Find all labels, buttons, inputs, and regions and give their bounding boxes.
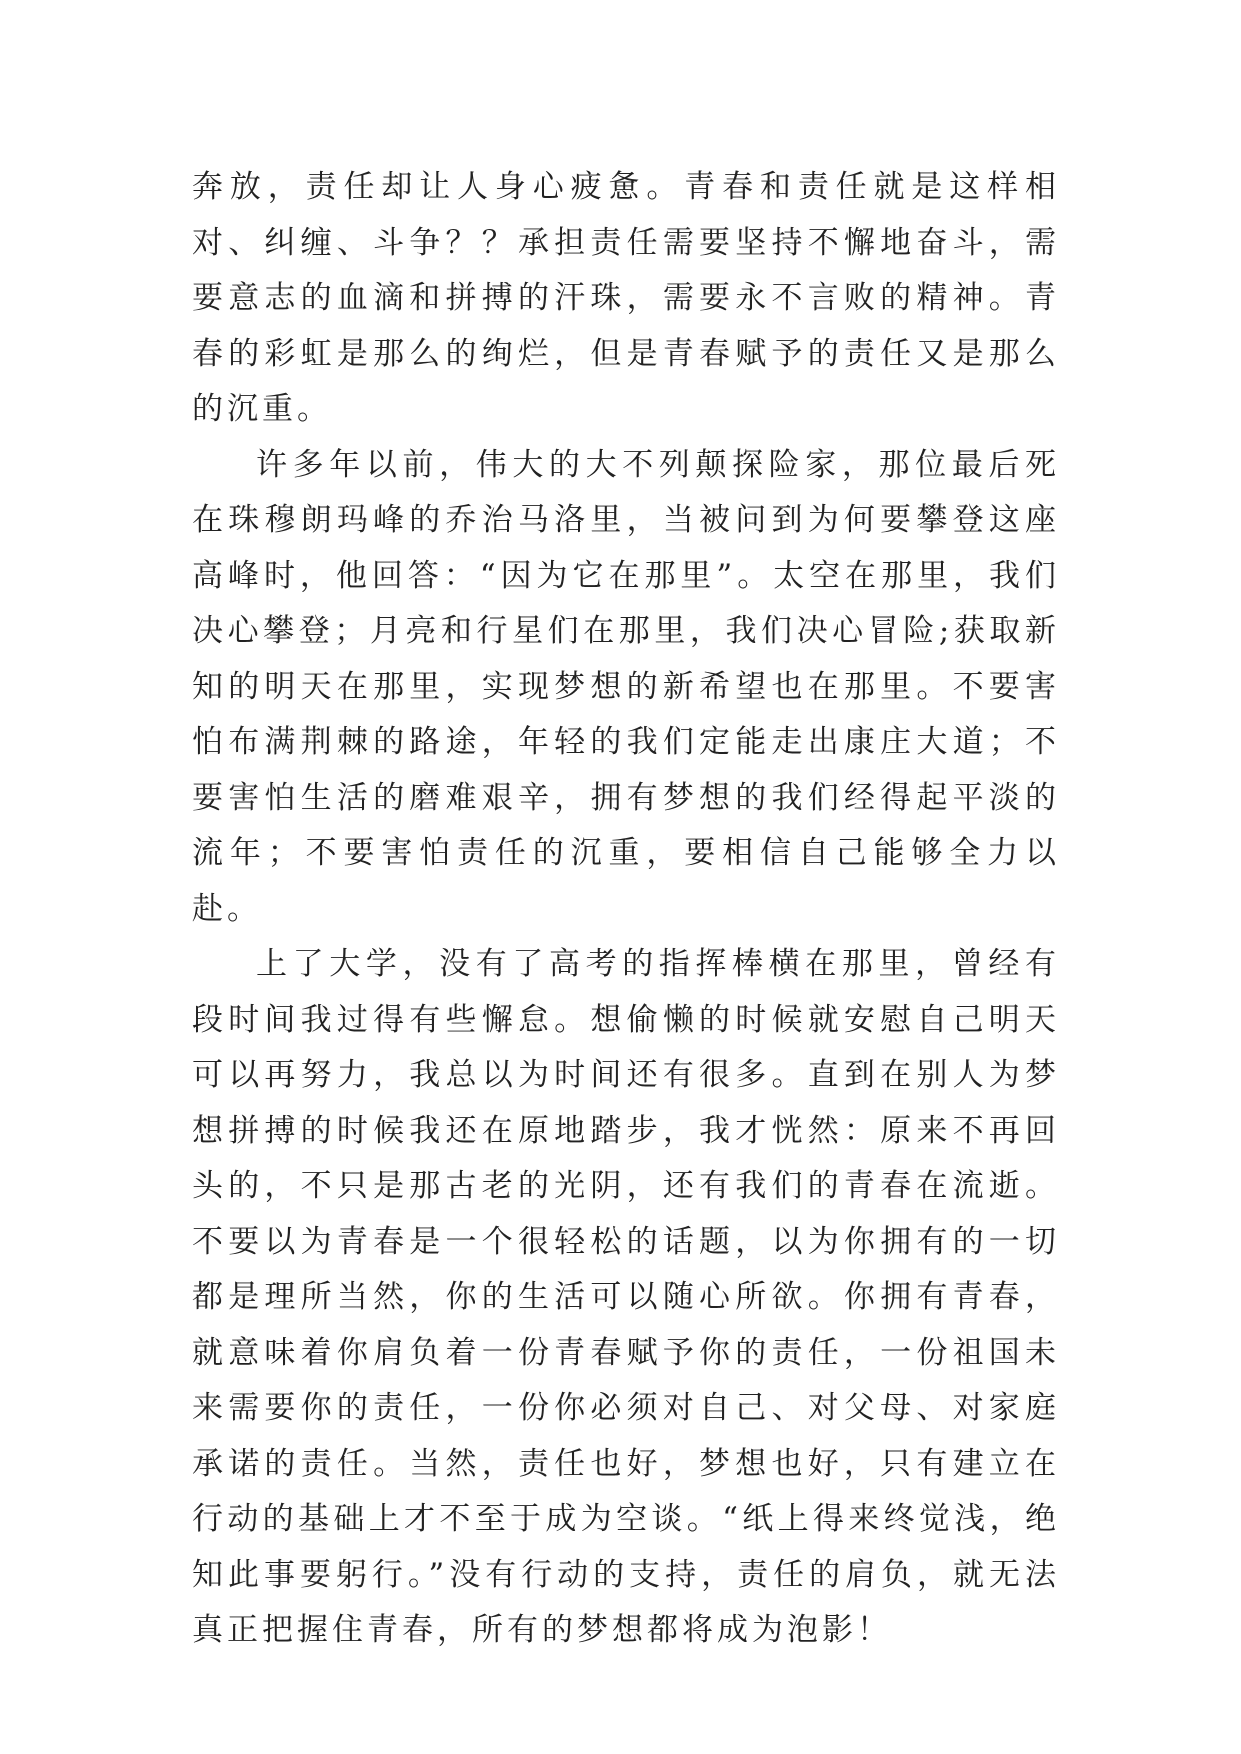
paragraph-continuation: 奔放，责任却让人身心疲惫。青春和责任就是这样相对、纠缠、斗争？？承担责任需要坚持不懈地奋斗，需要意志的血滴和拼搏的汗珠，需要永不言败的精神。青春的彩虹是那么的绚烂，但是青春赋予的责任又是那么的沉重。	[192, 169, 1060, 427]
paragraph-mallory: 许多年以前，伟大的大不列颠探险家，那位最后死在珠穆朗玛峰的乔治马洛里，当被问到为何要攀登这座高峰时，他回答：“因为它在那里”。太空在那里，我们决心攀登；月亮和行星们在那里，我们决心冒险;获取新知的明天在那里，实现梦想的新希望也在那里。不要害怕布满荆棘的路途，年轻的我们定能走出康庄大道；不要害怕生活的磨难艰辛，拥有梦想的我们经得起平淡的流年；不要害怕责任的沉重，要相信自己能够全力以赴。	[192, 446, 1060, 927]
paragraph-university: 上了大学，没有了高考的指挥棒横在那里，曾经有段时间我过得有些懈怠。想偷懒的时候就安慰自己明天可以再努力，我总以为时间还有很多。直到在别人为梦想拼搏的时候我还在原地踏步，我才恍然：原来不再回头的，不只是那古老的光阴，还有我们的青春在流逝。不要以为青春是一个很轻松的话题，以为你拥有的一切都是理所当然，你的生活可以随心所欲。你拥有青春，就意味着你肩负着一份青春赋予你的责任，一份祖国未来需要你的责任，一份你必须对自己、对父母、对家庭承诺的责任。当然，责任也好，梦想也好，只有建立在行动的基础上才不至于成为空谈。“纸上得来终觉浅，绝知此事要躬行。”没有行动的支持，责任的肩负，就无法真正把握住青春，所有的梦想都将成为泡影！	[192, 946, 1060, 1648]
document-body	[192, 160, 1060, 1659]
